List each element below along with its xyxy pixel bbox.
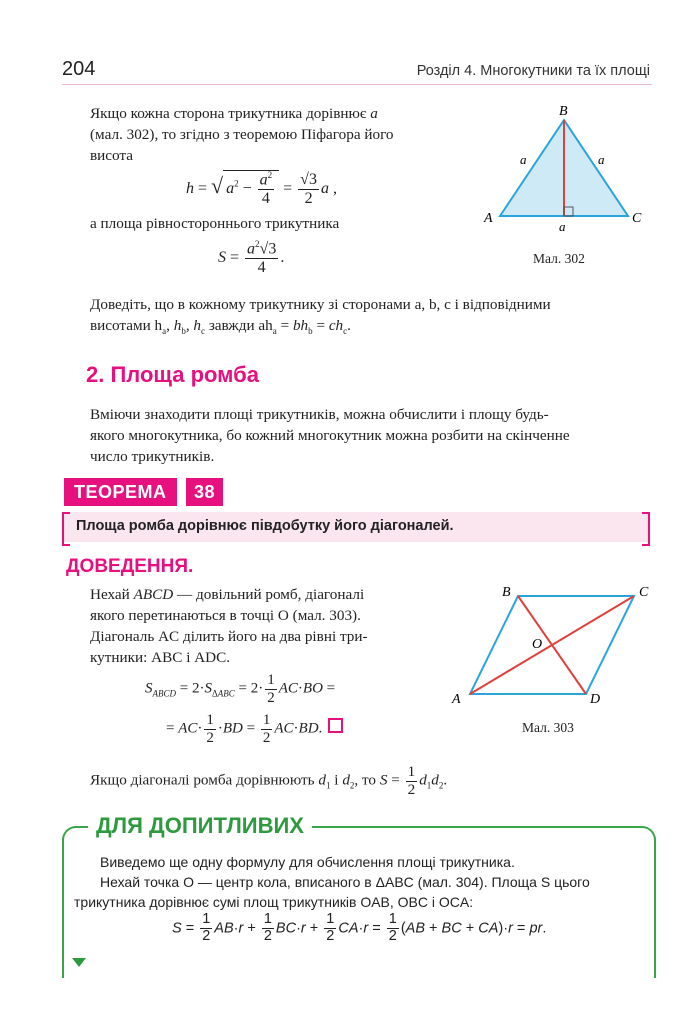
curious-formula: S = $\frac{1}{2}$ AB·r + $\frac{1}{2}$ BC·r + $\frac{1}{2}$ CA·r = $\frac{1}{2}$ (AB + BC + CA)·r = pr.: [172, 911, 547, 944]
exercise-paragraph: Доведіть, що в кожному трикутнику зі сторонами a, b, c і відповідними висотами $h_a$, $h_b$, $h_c$ завжди $ah_a = bh_b = ch_c$.: [90, 294, 650, 342]
label-a: A: [484, 211, 493, 226]
area-intro: а площа рівностороннього трикутника: [90, 215, 340, 232]
intro-line-3: висота: [90, 147, 133, 164]
height-formula: h = √ $a^2$ − $\frac{a^2}{4}$ = $\frac{√3}{2}$ a ,: [186, 170, 337, 207]
bracket-left: [62, 512, 70, 546]
figure-302: [478, 100, 648, 240]
curious-title: ДЛЯ ДОПИТЛИВИХ: [88, 813, 312, 839]
label-b: B: [559, 104, 568, 119]
label-c: C: [632, 211, 642, 226]
continue-triangle-icon: [72, 958, 86, 967]
area-formula: S = $\frac{a^2√3}{4}$ .: [218, 239, 285, 276]
proof-formula-1: $S_{ABCD} = 2\cdot S_{\Delta ABC} = 2\cdot$ $\frac{1}{2}$ AC·BO =: [145, 672, 336, 706]
proof-title: ДОВЕДЕННЯ.: [66, 556, 194, 577]
curious-line-3: трикутника дорівнює сумі площ трикутників OAB, OBC і OCA:: [74, 894, 474, 910]
proof-line-3: Діагональ AC ділить його на два рівні три-: [90, 628, 368, 645]
caption-303: Мал. 303: [522, 720, 574, 735]
proof-line-1b: — довільний ромб, діагоналі: [177, 586, 365, 603]
curious-paragraph: [100, 852, 590, 892]
section-number: 2.: [86, 362, 105, 387]
theorem-label: ТЕОРЕМА: [64, 478, 177, 506]
proof-conclusion: Якщо діагоналі ромба дорівнюють $d_1$ і $d_2$, то S = $\frac{1}{2}$ $d_1d_2$.: [90, 763, 448, 798]
label-o: O: [532, 637, 543, 652]
proof-formula-2: = AC· $\frac{1}{2}$ ·BD = $\frac{1}{2}$ AC·BD.: [166, 712, 343, 746]
label-c: C: [639, 585, 649, 600]
theorem-number: 38: [186, 478, 223, 506]
label-side-left: a: [520, 152, 527, 167]
proof-line-1a: Нехай: [90, 586, 130, 603]
section-title: Площа ромба: [110, 362, 259, 387]
conclusion-text-b: , то: [354, 771, 377, 789]
proof-var-abcd: ABCD: [133, 586, 174, 603]
chapter-title: Розділ 4. Многокутники та їх площі: [416, 63, 650, 79]
label-a: A: [452, 692, 461, 707]
exercise-line-2a: висотами h: [90, 317, 163, 334]
proof-paragraph: [90, 584, 435, 668]
label-side-bottom: a: [559, 219, 566, 234]
theorem-statement-box: [62, 512, 650, 542]
section-heading: [86, 362, 259, 388]
intro-line-2: (мал. 302), то згідно з теоремою Піфагора його: [90, 126, 394, 143]
exercise-line-2b: завжди ah: [208, 317, 273, 334]
label-d: D: [590, 692, 601, 707]
section-line-1: Вміючи знаходити площі трикутників, можна обчислити і площу будь-: [90, 406, 549, 423]
caption-302: Мал. 302: [533, 251, 585, 266]
page-number: 204: [62, 58, 96, 80]
curious-line-1: Виведемо ще одну формулу для обчислення площі трикутника.: [100, 854, 515, 870]
header-divider: [62, 84, 652, 85]
theorem-statement: Площа ромба дорівнює півдобутку його діагоналей.: [76, 518, 454, 534]
proof-line-4: кутники: ABC і ADC.: [90, 649, 231, 666]
conclusion-text-a: Якщо діагоналі ромба дорівнюють: [90, 771, 315, 789]
proof-line-2: якого перетинаються в точці O (мал. 303).: [90, 607, 361, 624]
bracket-right: [642, 512, 650, 546]
diagonal-bd: [518, 596, 586, 694]
label-side-right: a: [598, 152, 605, 167]
qed-square-icon: [328, 718, 343, 733]
curious-line-2: Нехай точка O — центр кола, вписаного в ΔABC (мал. 304). Площа S цього: [100, 874, 590, 890]
exercise-line-1: Доведіть, що в кожному трикутнику зі сторонами a, b, c і відповідними: [90, 296, 551, 313]
label-b: B: [502, 585, 511, 600]
intro-paragraph: [90, 103, 470, 166]
section-paragraph: [90, 404, 650, 467]
figure-303: [446, 582, 656, 712]
section-line-2: якого многокутника, бо кожний многокутник можна розбити на скінченне: [90, 427, 570, 444]
intro-var-a: a: [370, 105, 378, 122]
section-line-3: число трикутників.: [90, 448, 215, 465]
intro-line-1: Якщо кожна сторона трикутника дорівнює: [90, 105, 367, 122]
